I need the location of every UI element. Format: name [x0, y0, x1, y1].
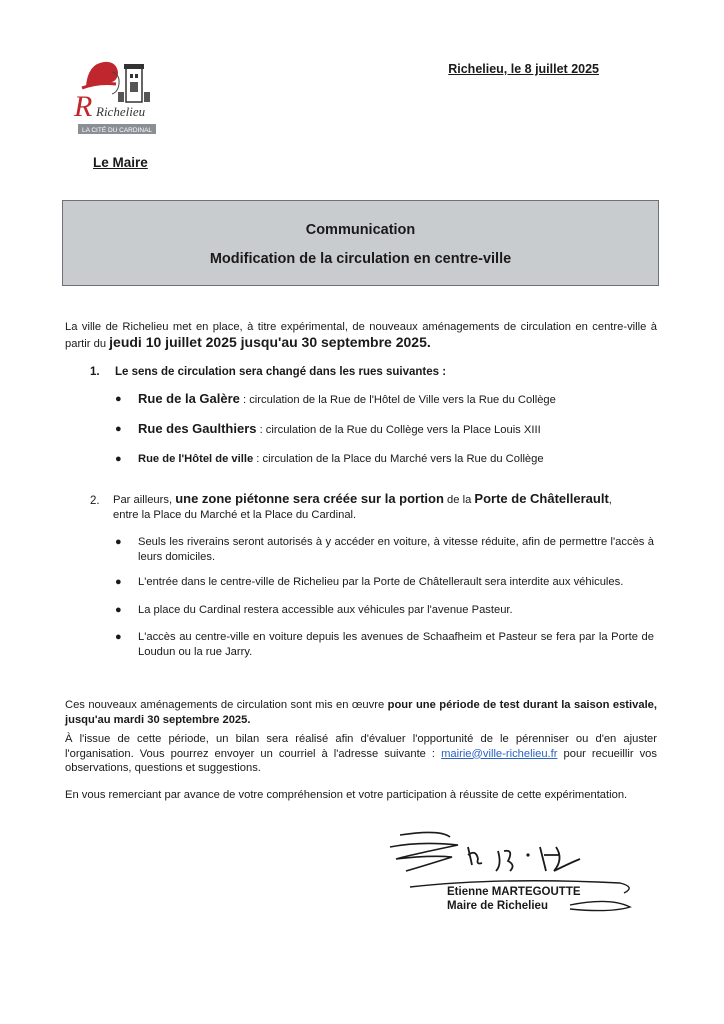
bullet-icon: ● — [115, 631, 122, 643]
bullet-icon: ● — [115, 393, 122, 405]
pedestrian-zone-text: une zone piétonne sera créée sur la portion — [175, 491, 444, 506]
signatory-title: Maire de Richelieu — [447, 900, 548, 912]
street-name: Rue de la Galère — [138, 391, 240, 406]
street-name: Rue des Gaulthiers — [138, 421, 257, 436]
porte-name: Porte de Châtellerault — [474, 491, 609, 506]
street-item — [115, 391, 556, 408]
logo-name: Richelieu — [96, 104, 146, 119]
zone-item — [115, 575, 624, 590]
street-text: : circulation de la Rue de l'Hôtel de Ville vers la Rue du Collège — [239, 394, 556, 406]
bullet-icon: ● — [115, 576, 122, 588]
document-date: Richelieu, le 8 juillet 2025 — [448, 62, 599, 76]
zone-item-text: L'entrée dans le centre-ville de Richelieu par la Porte de Châtellerault sera interdite aux véhicules. — [138, 576, 624, 588]
closing-paragraph-2 — [65, 732, 657, 776]
intro-paragraph — [65, 320, 657, 351]
closing-text: pour recueillir vos observations, questions et suggestions. — [65, 747, 657, 774]
street-text: : circulation de la Place du Marché vers la Rue du Collège — [253, 453, 544, 465]
signatory-name: Etienne MARTEGOUTTE — [447, 886, 581, 898]
zone-item — [115, 535, 654, 564]
street-text: : circulation de la Rue du Collège vers la Place Louis XIII — [256, 424, 541, 436]
closing-text: À l'issue de cette période, un bilan sera réalisé afin d'évaluer l'opportunité de le pérenniser ou d'en ajuster l'organisation. Vous pourrez envoyer un courriel à l'adresse suivante : — [65, 733, 657, 760]
banner-title: Communication — [305, 222, 416, 238]
zone-item-text: Seuls les riverains seront autorisés à y accéder en voiture, à vitesse réduite, afin de permettre l'accès à leurs domiciles. — [138, 536, 654, 563]
intro-text: La ville de Richelieu met en place, à titre expérimental, de nouveaux aménagements de circulation en centre-ville à partir du — [65, 321, 657, 350]
zone-item — [115, 603, 513, 618]
section2-text: Par ailleurs, — [113, 494, 176, 506]
section2-paragraph — [113, 492, 658, 522]
richelieu-logo — [72, 58, 158, 140]
zone-item-text: La place du Cardinal restera accessible aux véhicules par l'avenue Pasteur. — [138, 604, 513, 616]
signatory — [447, 885, 581, 913]
sender-title: Le Maire — [93, 155, 148, 170]
banner-subtitle: Modification de la circulation en centre-ville — [209, 251, 512, 267]
street-name: Rue de l'Hôtel de ville — [138, 453, 254, 465]
zone-item-text: L'accès au centre-ville en voiture depuis les avenues de Schaafheim et Pasteur se fera par la Porte de Loudun ou la rue Jarry. — [138, 631, 654, 658]
bullet-icon: ● — [115, 453, 122, 465]
section1-title: Le sens de circulation sera changé dans les rues suivantes : — [115, 366, 447, 378]
section2-text: de la — [443, 494, 475, 506]
closing-paragraph-1 — [65, 698, 657, 727]
intro-dates: jeudi 10 juillet 2025 jusqu'au 30 septembre 2025. — [109, 333, 431, 350]
section2-line2: entre la Place du Marché et la Place du Cardinal. — [113, 508, 357, 521]
email-link[interactable]: mairie@ville-richelieu.fr — [441, 747, 558, 760]
closing-text: Ces nouveaux aménagements de circulation sont mis en œuvre — [65, 699, 388, 711]
bullet-icon: ● — [115, 423, 122, 435]
svg-text:R: R — [74, 90, 93, 123]
bullet-icon: ● — [115, 604, 122, 616]
section2-number: 2. — [90, 495, 100, 507]
closing-paragraph-3: En vous remerciant par avance de votre compréhension et votre participation à réussite de cette expérimentation. — [65, 789, 628, 801]
zone-item — [115, 630, 654, 659]
title-banner — [62, 200, 659, 286]
street-item — [115, 452, 544, 467]
section1-number: 1. — [90, 366, 100, 378]
street-item — [115, 421, 541, 438]
section2-text: , — [608, 494, 612, 506]
logo-tagline: LA CITÉ DU CARDINAL — [81, 127, 153, 134]
closing-bold-text: pour une période de test durant la saison estivale, jusqu'au mardi 30 septembre 2025. — [65, 699, 658, 726]
bullet-icon: ● — [115, 536, 122, 548]
